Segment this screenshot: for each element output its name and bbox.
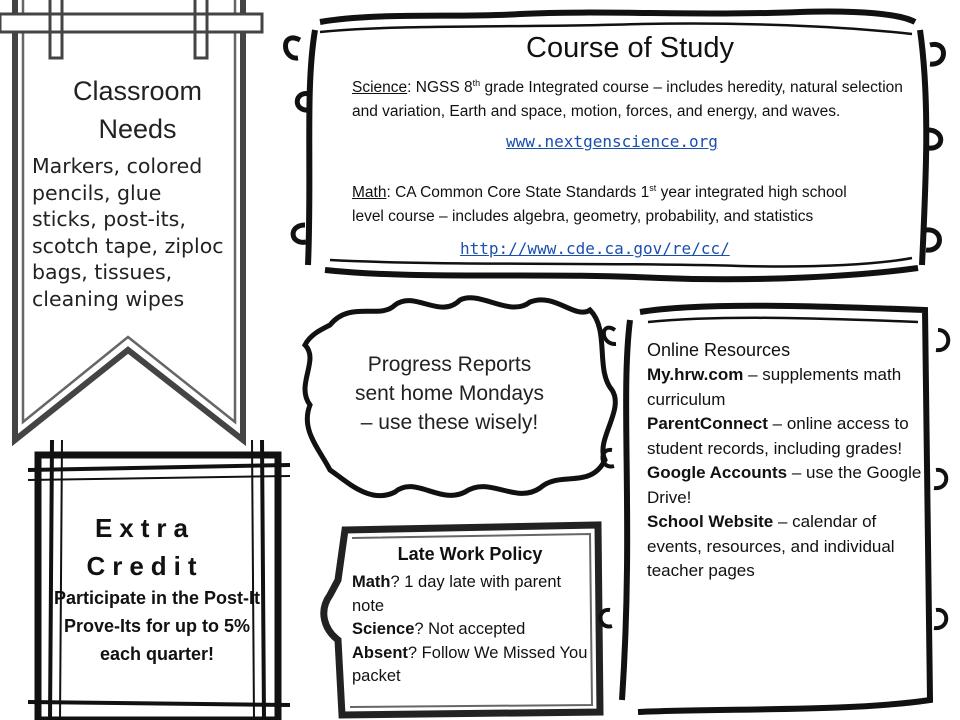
online-item-text: – online access to student records, including grades! [647, 414, 909, 458]
late-work-math [352, 571, 592, 618]
late-math-text: ? 1 day late with parent note [352, 573, 562, 615]
late-work-science [352, 618, 592, 642]
online-item-text: – calendar of events, resources, and individual teacher pages [647, 512, 895, 580]
extra-credit-body: Participate in the Post-It Prove-Its for up to 5% each quarter! [53, 588, 261, 664]
math-superscript: st [649, 183, 657, 193]
late-work-body [352, 571, 592, 689]
late-science-label: Science [352, 620, 415, 638]
online-item-label: ParentConnect [647, 414, 768, 433]
cde-standards-link[interactable]: http://www.cde.ca.gov/re/cc/ [460, 239, 730, 258]
online-item-label: School Website [647, 512, 774, 531]
late-work-absent [352, 642, 592, 689]
science-text: grade Integrated course – includes heredity, natural selection and variation, Earth and space, motion, forces, and energy, and waves. [352, 79, 903, 121]
science-label: Science [352, 79, 408, 97]
progress-reports-text [322, 350, 577, 437]
online-item-text: – use the Google Drive! [647, 463, 922, 507]
science-superscript: th [472, 78, 481, 88]
progress-line1: Progress Reports [367, 353, 532, 376]
science-prefix: : NGSS 8 [407, 79, 473, 97]
online-item [647, 510, 922, 584]
online-item [647, 412, 922, 461]
progress-line3: – use these wisely! [360, 411, 539, 434]
online-item-text: – supplements math curriculum [647, 365, 902, 409]
late-work-title: Late Work Policy [397, 544, 543, 564]
math-text: year integrated high school level course – includes algebra, geometry, probability, and statistics [352, 184, 847, 226]
online-resources [647, 337, 922, 584]
course-of-study-title: Course of Study [526, 32, 734, 64]
progress-line2: sent home Mondays [354, 382, 545, 405]
extra-credit-title-line1: Extra [94, 513, 196, 543]
math-label: Math [352, 184, 387, 202]
late-absent-label: Absent [352, 643, 408, 662]
classroom-needs-title [30, 72, 245, 148]
classroom-needs-title-line2: Needs [98, 114, 177, 144]
science-paragraph [352, 71, 917, 124]
late-science-text: ? Not accepted [414, 620, 526, 638]
nextgenscience-link[interactable]: www.nextgenscience.org [506, 132, 718, 151]
math-prefix: : CA Common Core State Standards 1 [386, 184, 650, 202]
online-item-label: Google Accounts [647, 463, 788, 482]
online-item [647, 461, 922, 510]
online-item-label: My.hrw.com [647, 365, 744, 384]
online-item [647, 363, 922, 412]
extra-credit-title-line2: Credit [86, 551, 204, 581]
classroom-needs-title-line1: Classroom [72, 76, 203, 106]
math-paragraph [352, 176, 862, 229]
late-absent-text: ? Follow We Missed You packet [352, 643, 588, 685]
classroom-needs-list: Markers, colored pencils, glue sticks, post-its, scotch tape, ziploc bags, tissues, cleaning wipes [32, 154, 224, 311]
late-math-label: Math [352, 573, 391, 591]
online-resources-title: Online Resources [647, 340, 791, 360]
extra-credit-title [60, 509, 230, 585]
